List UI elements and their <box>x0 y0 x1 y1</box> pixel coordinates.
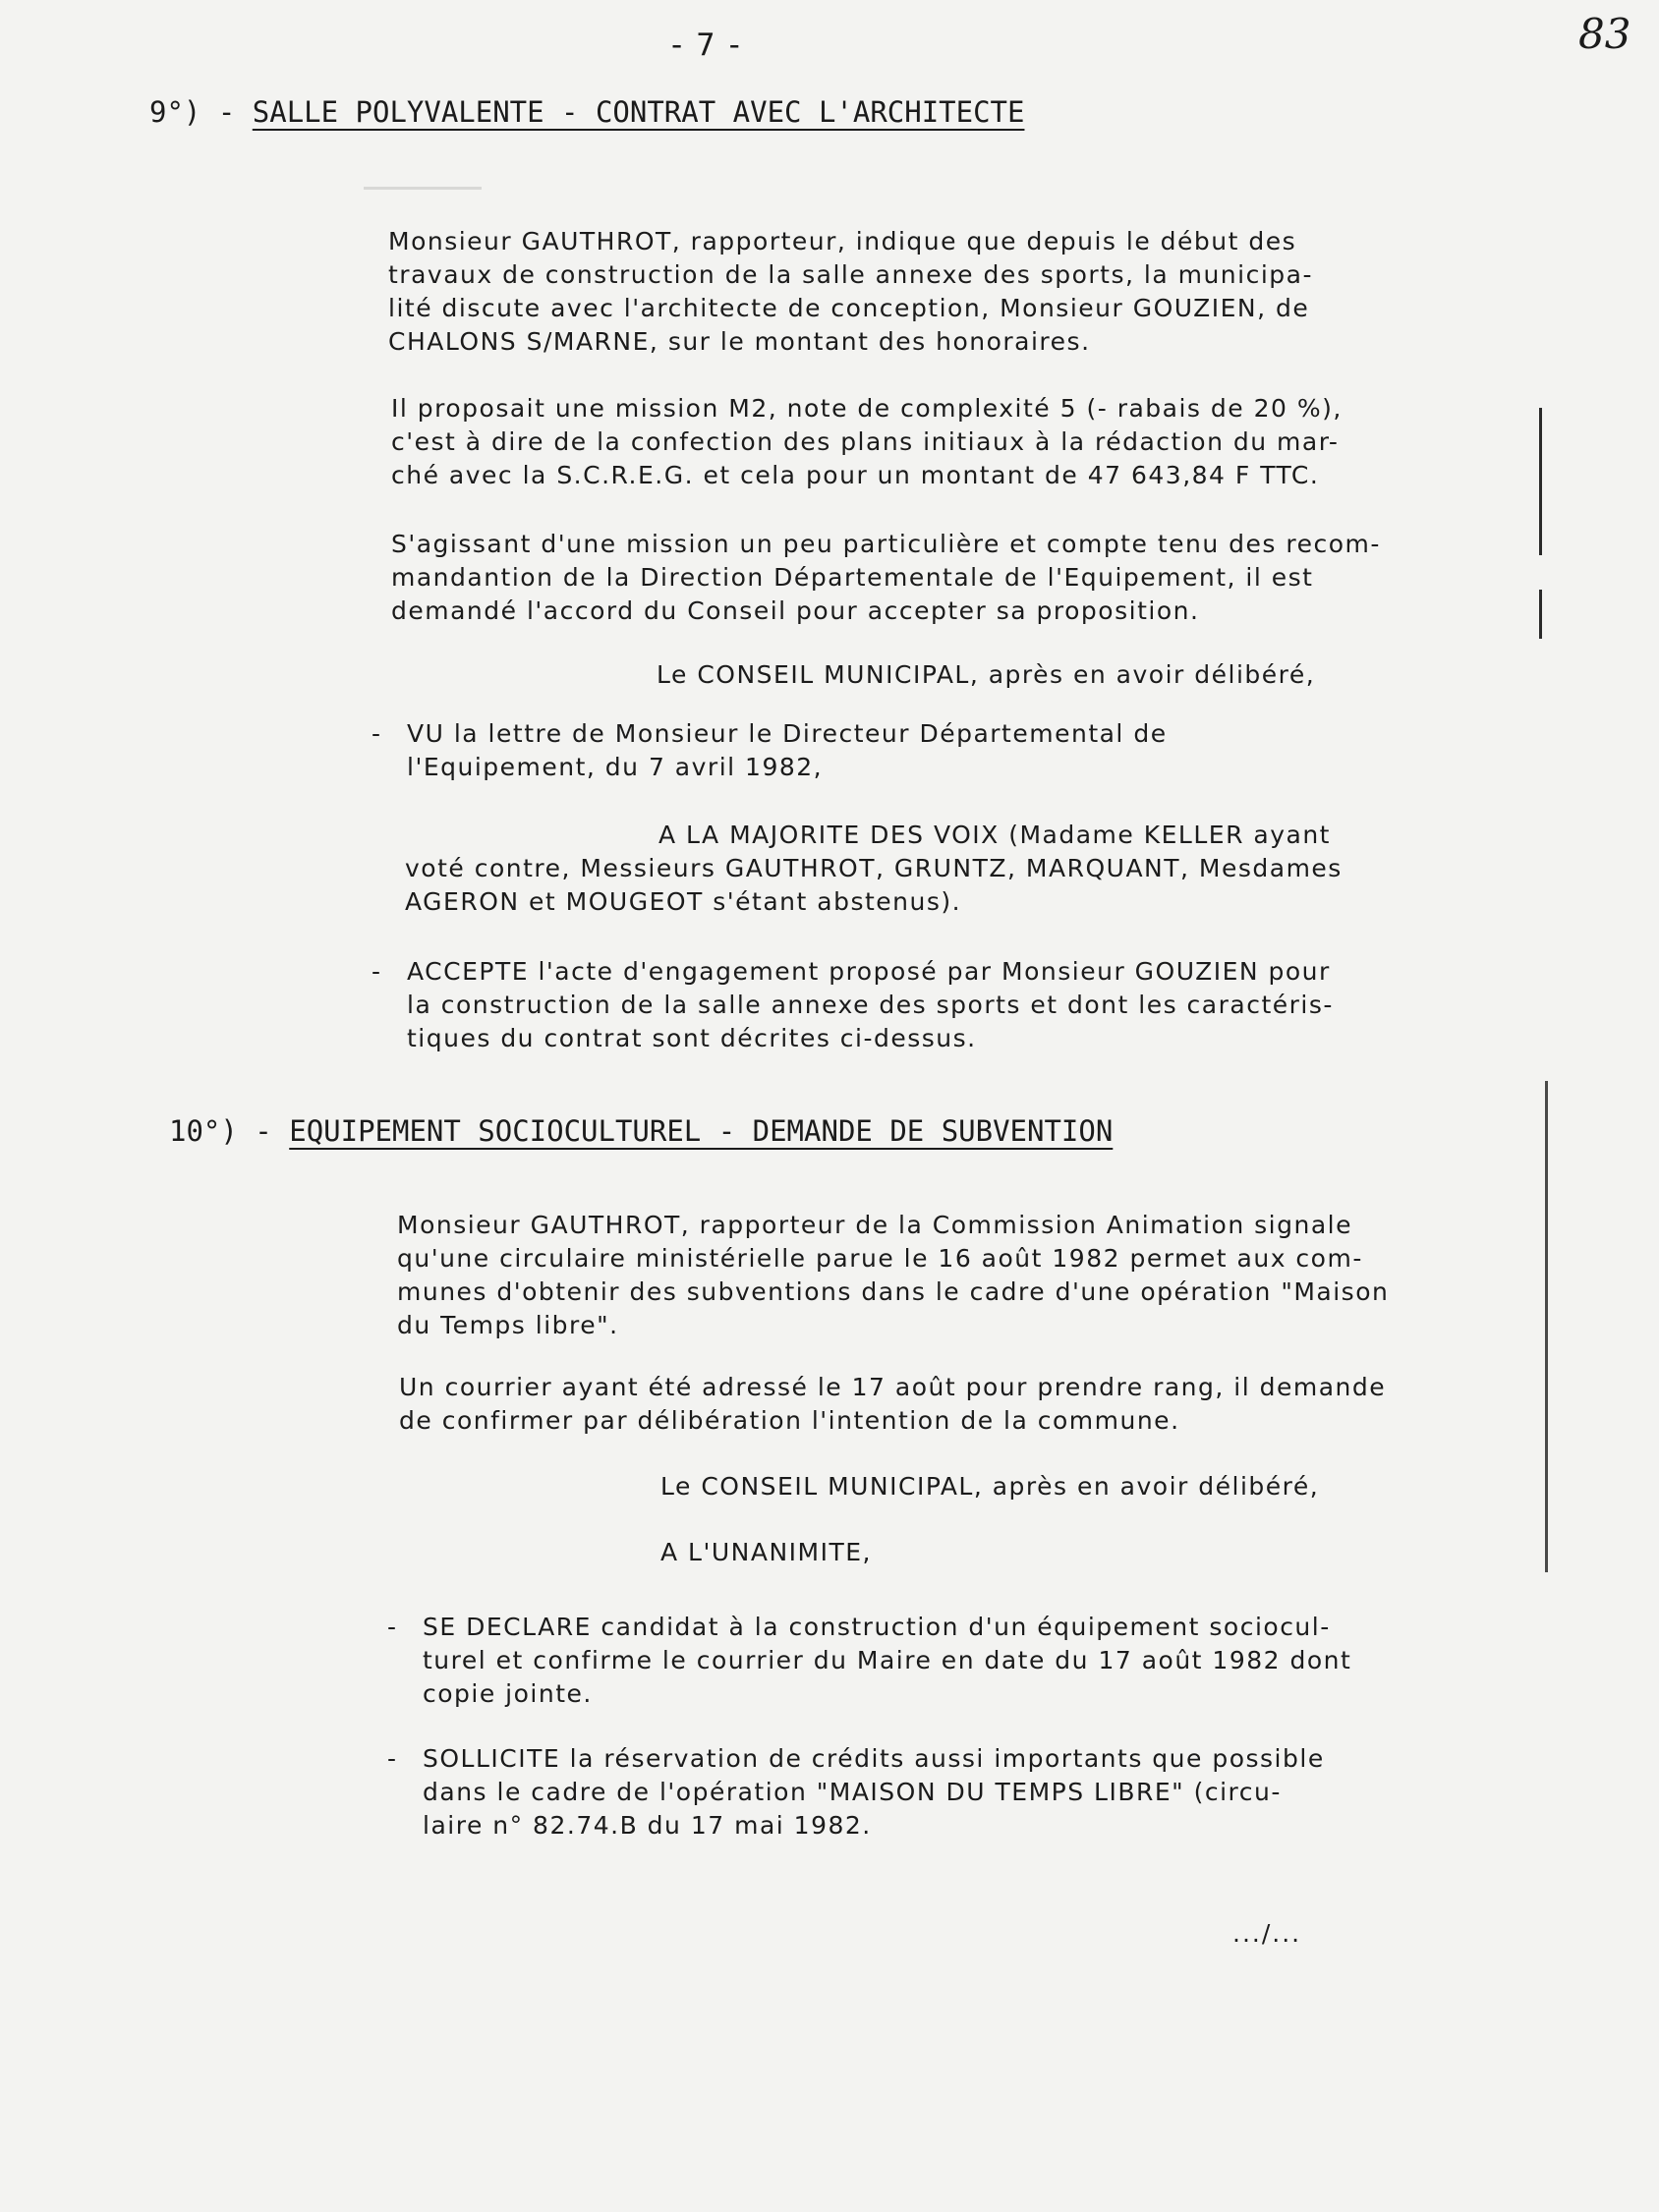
paragraph <box>391 392 1343 492</box>
text-line: voté contre, Messieurs GAUTHROT, GRUNTZ, MARQUANT, Mesdames <box>405 854 1343 882</box>
page-number: - 7 - <box>671 28 742 63</box>
unanimity-statement: A L'UNANIMITE, <box>660 1538 872 1566</box>
scan-edge-mark <box>1545 1081 1548 1572</box>
section-10-heading <box>169 1114 1113 1148</box>
text-line: mandantion de la Direction Départementale de l'Equipement, il est <box>391 563 1314 592</box>
section-title: SALLE POLYVALENTE - CONTRAT AVEC L'ARCHITECTE <box>252 95 1025 129</box>
paragraph <box>388 225 1313 359</box>
majority-details <box>405 826 1343 919</box>
section-title: EQUIPEMENT SOCIOCULTUREL - DEMANDE DE SUBVENTION <box>289 1114 1114 1148</box>
text-line: lité discute avec l'architecte de conception, Monsieur GOUZIEN, de <box>388 294 1310 322</box>
list-dash: - <box>387 1744 398 1773</box>
text-line: dans le cadre de l'opération "MAISON DU TEMPS LIBRE" (circu- <box>423 1778 1282 1806</box>
text-line: travaux de construction de la salle annexe des sports, la municipa- <box>388 260 1314 289</box>
text-line: Un courrier ayant été adressé le 17 août pour prendre rang, il demande <box>399 1373 1387 1401</box>
text-line: copie jointe. <box>423 1679 593 1708</box>
text-line: demandé l'accord du Conseil pour accepter sa proposition. <box>391 596 1200 625</box>
list-dash: - <box>372 719 382 748</box>
text-line: laire n° 82.74.B du 17 mai 1982. <box>423 1811 872 1840</box>
text-line: Il proposait une mission M2, note de complexité 5 (- rabais de 20 %), <box>391 394 1343 423</box>
text-line: l'Equipement, du 7 avril 1982, <box>407 753 824 781</box>
text-line: la construction de la salle annexe des sports et dont les caractéris- <box>407 991 1334 1019</box>
scan-smudge <box>364 187 482 190</box>
text-line: du Temps libre". <box>397 1311 619 1339</box>
section-number: 10°) - <box>169 1114 272 1148</box>
text-line: c'est à dire de la confection des plans initiaux à la rédaction du mar- <box>391 427 1340 456</box>
text-line: Monsieur GAUTHROT, rapporteur, indique que depuis le début des <box>388 227 1297 255</box>
scan-edge-mark <box>1539 590 1542 639</box>
text-line: SOLLICITE la réservation de crédits aussi importants que possible <box>423 1744 1325 1773</box>
text-line: CHALONS S/MARNE, sur le montant des honoraires. <box>388 327 1091 356</box>
text-line: ACCEPTE l'acte d'engagement proposé par Monsieur GOUZIEN pour <box>407 957 1331 986</box>
paragraph <box>397 1209 1389 1342</box>
text-line: tiques du contrat sont décrites ci-dessus. <box>407 1024 977 1052</box>
scan-edge-mark <box>1539 408 1542 555</box>
list-dash: - <box>372 957 382 986</box>
folio-number: 83 <box>1578 10 1631 58</box>
council-statement: Le CONSEIL MUNICIPAL, après en avoir délibéré, <box>657 660 1316 689</box>
text-line: VU la lettre de Monsieur le Directeur Départemental de <box>407 719 1168 748</box>
text-line: AGERON et MOUGEOT s'étant abstenus). <box>405 887 962 916</box>
vu-item <box>372 717 1168 784</box>
paragraph <box>391 528 1381 628</box>
section-9-heading <box>149 95 1024 129</box>
continuation-mark: .../... <box>1232 1919 1302 1948</box>
list-dash: - <box>387 1613 398 1641</box>
text-line: de confirmer par délibération l'intention de la commune. <box>399 1406 1180 1435</box>
declare-item <box>387 1611 1351 1711</box>
accepte-item <box>372 955 1334 1055</box>
text-line: turel et confirme le courrier du Maire en date du 17 août 1982 dont <box>423 1646 1352 1674</box>
council-statement: Le CONSEIL MUNICIPAL, après en avoir délibéré, <box>660 1472 1320 1501</box>
text-line: ché avec la S.C.R.E.G. et cela pour un montant de 47 643,84 F TTC. <box>391 461 1320 489</box>
sollicite-item <box>387 1742 1325 1843</box>
paragraph <box>399 1371 1386 1438</box>
text-line: S'agissant d'une mission un peu particulière et compte tenu des recom- <box>391 530 1381 558</box>
text-line: Monsieur GAUTHROT, rapporteur de la Commission Animation signale <box>397 1211 1352 1239</box>
majority-statement: A LA MAJORITE DES VOIX (Madame KELLER ayant <box>658 821 1331 849</box>
text-line: qu'une circulaire ministérielle parue le 16 août 1982 permet aux com- <box>397 1244 1363 1273</box>
text-line: munes d'obtenir des subventions dans le cadre d'une opération "Maison <box>397 1277 1390 1306</box>
section-number: 9°) - <box>149 95 236 129</box>
text-line: SE DECLARE candidat à la construction d'un équipement sociocul- <box>423 1613 1331 1641</box>
